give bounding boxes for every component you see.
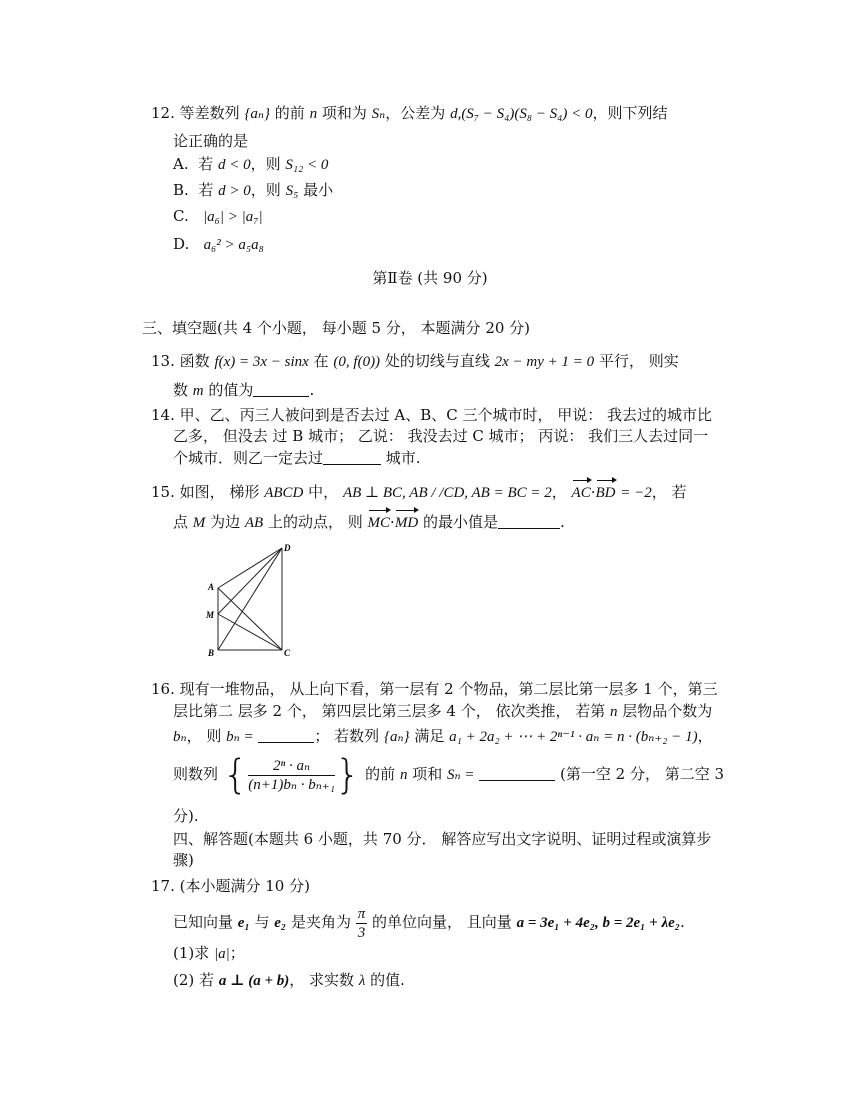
q17-part2: (2) 若 a ⊥ (a + b)， 求实数 λ 的值. — [173, 971, 405, 989]
q17-line1: 已知向量 e₁ 与 e₂ 是夹角为 $\frac{\pi}{3}$ 的单位向量， 且向量 a = 3e₁ + 4e₂, b = 2e₁ + λe₂. — [173, 905, 685, 941]
edge-ad — [218, 548, 282, 588]
diagonal-bd — [218, 548, 282, 650]
q16-line5: 分). — [173, 807, 199, 825]
left-brace: { — [222, 752, 249, 798]
q14-line1: 14. 甲、乙、丙三人被问到是否去过 A、B、C 三个城市时， 甲说： 我去过的城市比 — [151, 406, 713, 424]
q15-line1: 15. 如图， 梯形 ABCD 中， AB ⊥ BC, AB / /CD, AB = BC = 2， AC·BD = −2， 若 — [151, 483, 687, 501]
q14-line3: 个城市．则乙一定去过 城市. — [173, 449, 421, 467]
q16-line2: 层比第二 层多 2 个， 第四层比第三层多 4 个， 依次类推， 若第 n 层物品个数为 — [173, 702, 713, 720]
q13-line1: 13. 函数 f(x) = 3x − sinx 在 (0, f(0)) 处的切线与直线 2x − my + 1 = 0 平行， 则实 — [151, 352, 679, 370]
section4-line2: 骤) — [173, 851, 194, 869]
q12-number: 12. — [151, 104, 175, 122]
q16-line1: 16. 现有一堆物品， 从上向下看，第一层有 2 个物品，第二层比第一层多 1 个，第三 — [151, 680, 718, 698]
q12-line2: 论正确的是 — [173, 132, 249, 150]
right-brace: } — [334, 752, 361, 798]
q14-answer-blank — [323, 450, 381, 465]
label-d: D — [284, 543, 291, 553]
trapezoid-figure — [198, 538, 298, 662]
label-a: A — [208, 582, 215, 592]
q15-answer-blank — [498, 514, 560, 529]
q16-line4: 则数列 { $\frac{\text{2ⁿ · aₙ}}{\text{(n+1)bₙ · bₙ₊₁}}$ } 的前 n 项和 Sₙ = (第一空 2 分， 第二空 3 — [173, 752, 725, 798]
q14-line2: 乙多， 但没去 过 B 城市； 乙说： 我没去过 C 城市； 丙说： 我们三人去过同一 — [173, 427, 709, 445]
q12-option-d: D. a₆² > a₅a₈ — [173, 235, 264, 253]
label-m: M — [206, 610, 215, 620]
section4-line1: 四、解答题(本题共 6 小题，共 70 分． 解答应写出文字说明、证明过程或演算步 — [173, 830, 712, 848]
q12-option-a: A. 若 d < 0，则 S₁₂ < 0 — [173, 155, 329, 173]
q12-option-c: C. |a₆| > |a₇| — [173, 207, 263, 225]
part2-title: 第Ⅱ卷 (共 90 分) — [372, 269, 488, 287]
q16-line3: bₙ， 则 bₙ = ； 若数列 {aₙ} 满足 a₁ + 2a₂ + ⋯ + 2ⁿ⁻¹ · aₙ = n · (bₙ₊₂ − 1)， — [173, 727, 713, 745]
q17-part1: (1)求 |a|； — [173, 944, 245, 962]
q16-blank-2 — [479, 766, 555, 781]
section3-title: 三、填空题(共 4 个小题， 每小题 5 分， 本题满分 20 分) — [142, 319, 531, 337]
q12-option-b: B. 若 d > 0，则 S₅ 最小 — [173, 181, 334, 199]
segment-md — [218, 548, 282, 614]
angle-fraction: $\frac{\pi}{3}$ — [357, 905, 366, 941]
q16-fraction: $\frac{\text{2ⁿ · aₙ}}{\text{(n+1)bₙ · bₙ₊₁}}$ — [248, 757, 335, 793]
q15-line2: 点 M 为边 AB 上的动点， 则 MC·MD 的最小值是 . — [173, 513, 565, 531]
label-c: C — [284, 648, 291, 658]
label-b: B — [208, 648, 215, 658]
q13-answer-blank — [253, 382, 309, 397]
q16-blank-1 — [258, 728, 314, 743]
q17-header: 17. (本小题满分 10 分) — [151, 877, 310, 895]
q12-line1: 12. 等差数列 {aₙ} 的前 n 项和为 Sₙ，公差为 d,(S₇ − S₄)(S₈ − S₄) < 0，则下列结 — [151, 104, 668, 122]
q13-line2: 数 m 的值为 . — [173, 381, 315, 399]
